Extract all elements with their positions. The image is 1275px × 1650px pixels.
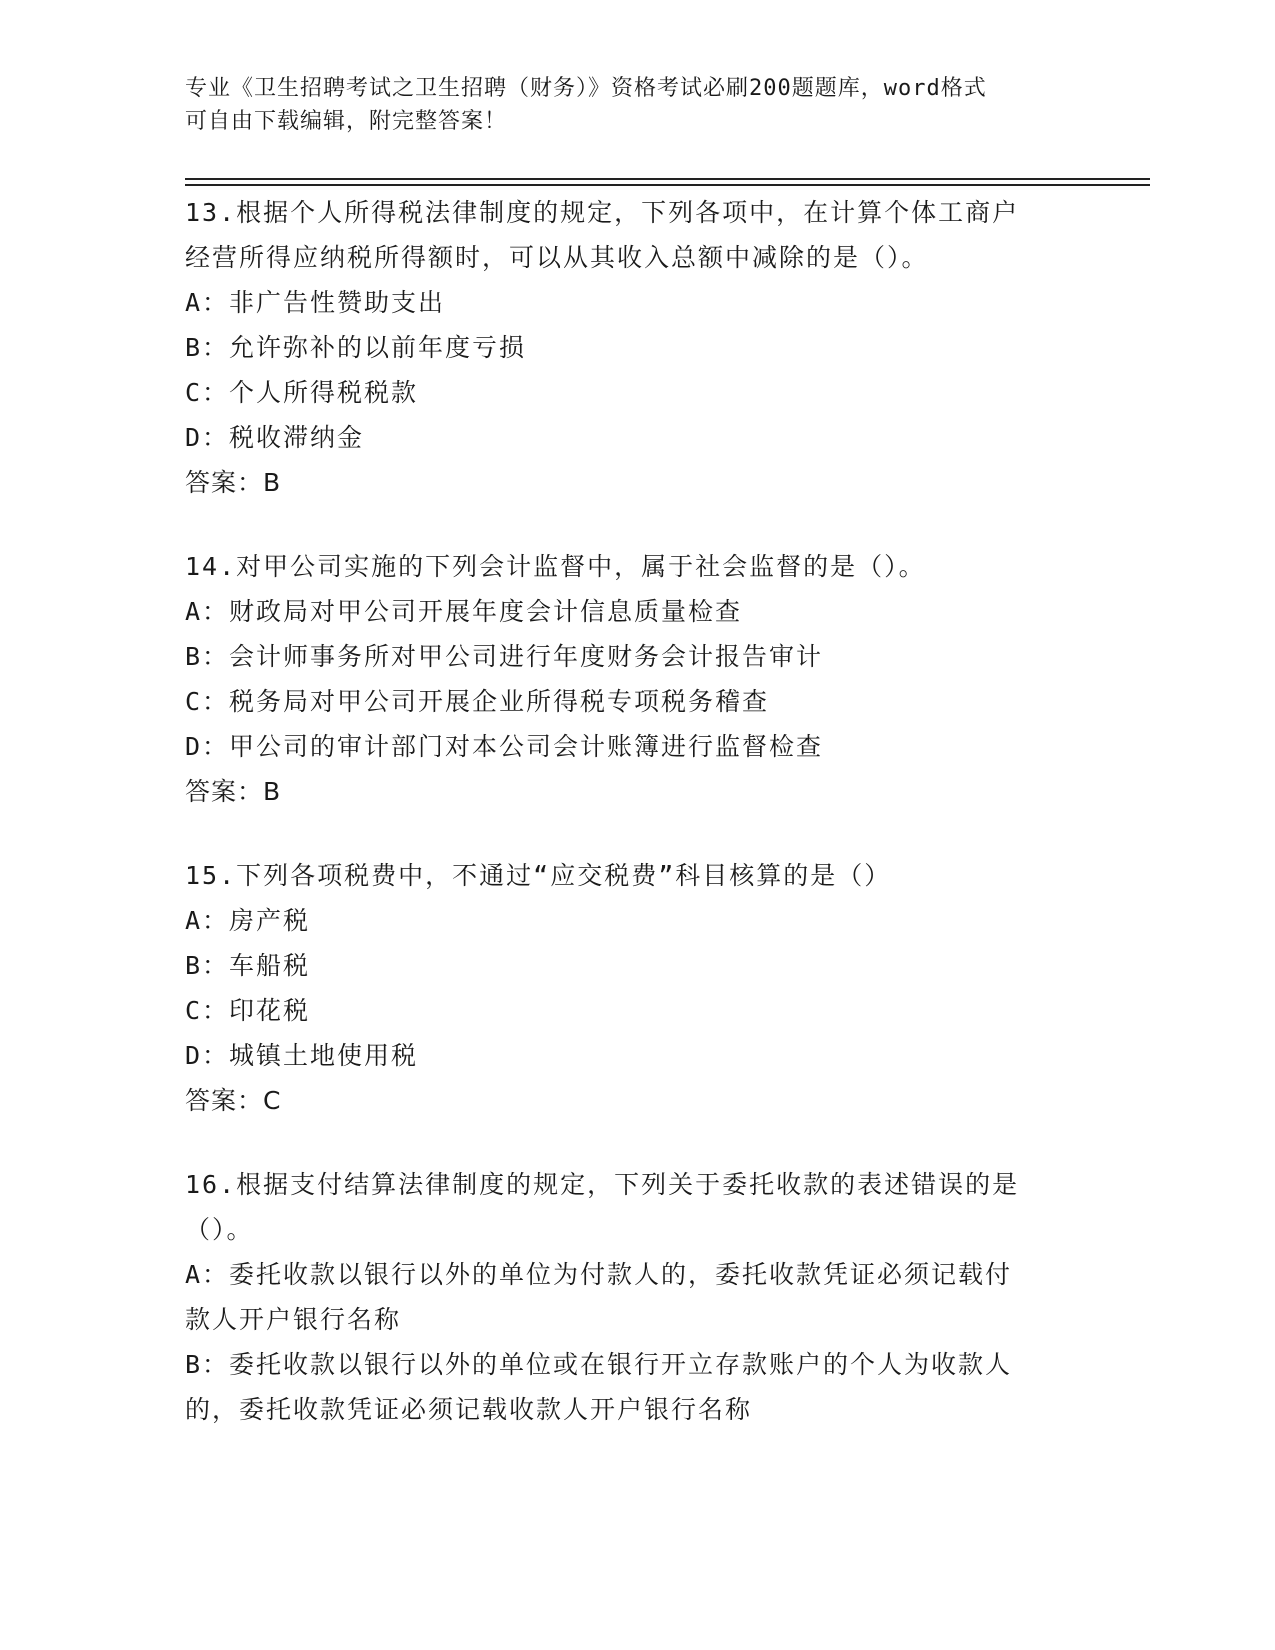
option-b: B：车船税: [185, 951, 311, 980]
option-c: C：个人所得税税款: [185, 378, 419, 407]
question-stem: 14.对甲公司实施的下列会计监督中，属于社会监督的是（）。: [185, 552, 926, 581]
question-stem: （）。: [185, 1215, 254, 1244]
header-line: 可自由下载编辑，附完整答案！: [185, 109, 508, 134]
question-stem: 15.下列各项税费中，不通过“应交税费”科目核算的是（）: [185, 861, 892, 890]
option-a-continued: 款人开户银行名称: [185, 1305, 402, 1334]
question-14: [185, 544, 1085, 814]
option-d: D：甲公司的审计部门对本公司会计账簿进行监督检查: [185, 732, 824, 761]
question-15: [185, 853, 1085, 1123]
option-b: B：会计师事务所对甲公司进行年度财务会计报告审计: [185, 642, 824, 671]
option-a: A：财政局对甲公司开展年度会计信息质量检查: [185, 597, 743, 626]
option-a: A：房产税: [185, 906, 311, 935]
header-line: 专业《卫生招聘考试之卫生招聘（财务）》资格考试必刷200题题库，word格式: [185, 76, 987, 101]
header-divider-top: [185, 178, 1150, 180]
answer: 答案：B: [185, 468, 282, 497]
answer: 答案：B: [185, 777, 282, 806]
document-header: [185, 72, 1065, 138]
option-a: A：委托收款以银行以外的单位为付款人的，委托收款凭证必须记载付: [185, 1260, 1013, 1289]
question-stem: 13.根据个人所得税法律制度的规定，下列各项中，在计算个体工商户: [185, 198, 1020, 227]
option-d: D：税收滞纳金: [185, 423, 365, 452]
answer: 答案：C: [185, 1086, 282, 1115]
option-b: B：委托收款以银行以外的单位或在银行开立存款账户的个人为收款人: [185, 1350, 1013, 1379]
question-stem: 16.根据支付结算法律制度的规定，下列关于委托收款的表述错误的是: [185, 1170, 1020, 1199]
option-b: B：允许弥补的以前年度亏损: [185, 333, 527, 362]
question-16: [185, 1162, 1085, 1432]
option-c: C：税务局对甲公司开展企业所得税专项税务稽查: [185, 687, 770, 716]
header-divider-bottom: [185, 184, 1150, 186]
question-13: [185, 190, 1085, 505]
question-stem: 经营所得应纳税所得额时，可以从其收入总额中减除的是（）。: [185, 243, 929, 272]
option-b-continued: 的，委托收款凭证必须记载收款人开户银行名称: [185, 1395, 753, 1424]
option-c: C：印花税: [185, 996, 311, 1025]
option-d: D：城镇土地使用税: [185, 1041, 419, 1070]
option-a: A：非广告性赞助支出: [185, 288, 446, 317]
question-list: [185, 190, 1085, 1471]
